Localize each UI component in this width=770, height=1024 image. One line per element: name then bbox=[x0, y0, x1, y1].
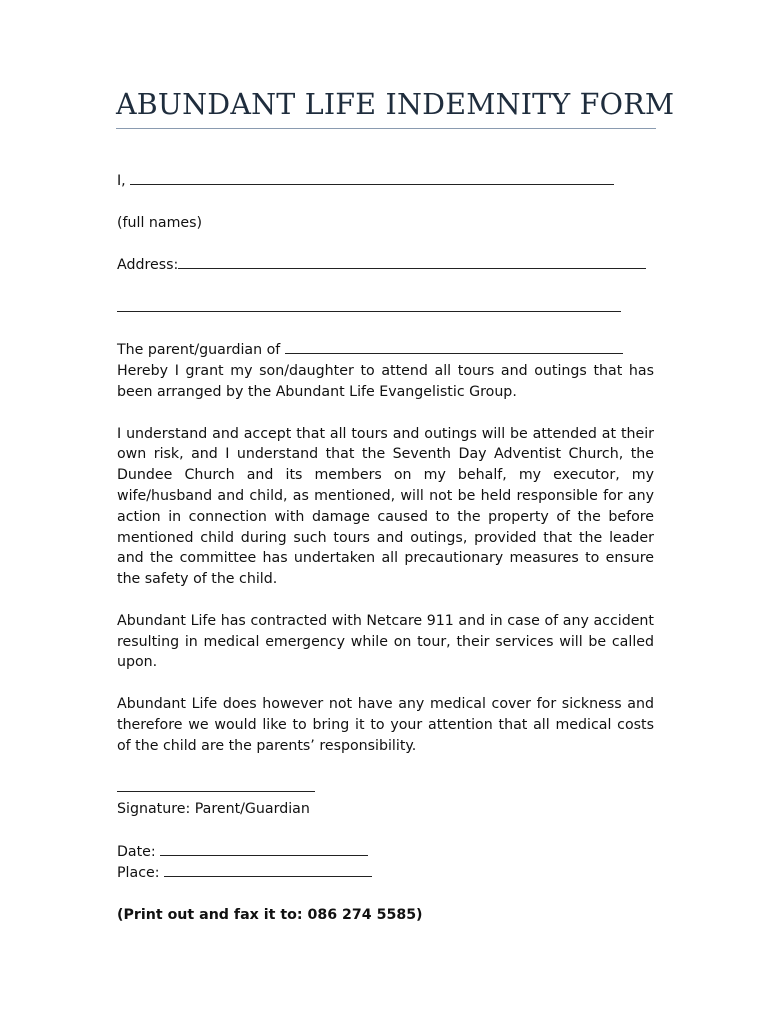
date-label: Date: bbox=[117, 843, 156, 860]
form-title: ABUNDANT LIFE INDEMNITY FORM bbox=[116, 88, 675, 121]
address-label: Address: bbox=[117, 257, 179, 274]
fax-note: (Print out and fax it to: 086 274 5585) bbox=[117, 906, 423, 923]
signature-line bbox=[117, 777, 654, 799]
address-blank[interactable] bbox=[178, 254, 646, 269]
date-line bbox=[117, 841, 654, 863]
signature-label: Signature: Parent/Guardian bbox=[117, 800, 310, 817]
address-line-2 bbox=[117, 297, 654, 319]
netcare-paragraph: Abundant Life has contracted with Netcare 911 and in case of any accident resulting in medical emergency while on tour, their services will be called upon. bbox=[117, 612, 654, 671]
place-label: Place: bbox=[117, 865, 160, 882]
address-blank-2[interactable] bbox=[117, 297, 621, 312]
full-names-label: (full names) bbox=[117, 214, 203, 231]
risk-paragraph: I understand and accept that all tours and outings will be attended at their own risk, and I understand that the Seventh Day Adventist Church, the Dundee Church and its members on my behalf, my executor, my wife/husband and child, as mentioned, will not be held responsible for any action in connection with damage caused to the property of the before mentioned child during such tours and outings, provided that the leader and the committee has undertaken all precautionary measures to ensure the safety of the child. bbox=[117, 425, 654, 588]
full-name-blank[interactable] bbox=[130, 170, 614, 185]
date-blank[interactable] bbox=[160, 841, 368, 856]
form-body bbox=[117, 170, 654, 926]
signature-blank[interactable] bbox=[117, 777, 315, 792]
guardian-line bbox=[117, 339, 654, 361]
name-prefix: I, bbox=[117, 173, 126, 189]
grant-paragraph: Hereby I grant my son/daughter to attend all tours and outings that has been arranged by the Abundant Life Evangelistic Group. bbox=[117, 363, 654, 400]
place-blank[interactable] bbox=[164, 862, 372, 877]
full-name-line bbox=[117, 170, 654, 192]
title-divider bbox=[116, 128, 656, 129]
address-line bbox=[117, 254, 654, 276]
medical-paragraph: Abundant Life does however not have any medical cover for sickness and therefore we would like to bring it to your attention that all medical costs of the child are the parents’ responsibility. bbox=[117, 695, 654, 754]
guardian-label: The parent/guardian of bbox=[117, 342, 281, 359]
child-name-blank[interactable] bbox=[285, 339, 623, 354]
place-line bbox=[117, 862, 654, 884]
